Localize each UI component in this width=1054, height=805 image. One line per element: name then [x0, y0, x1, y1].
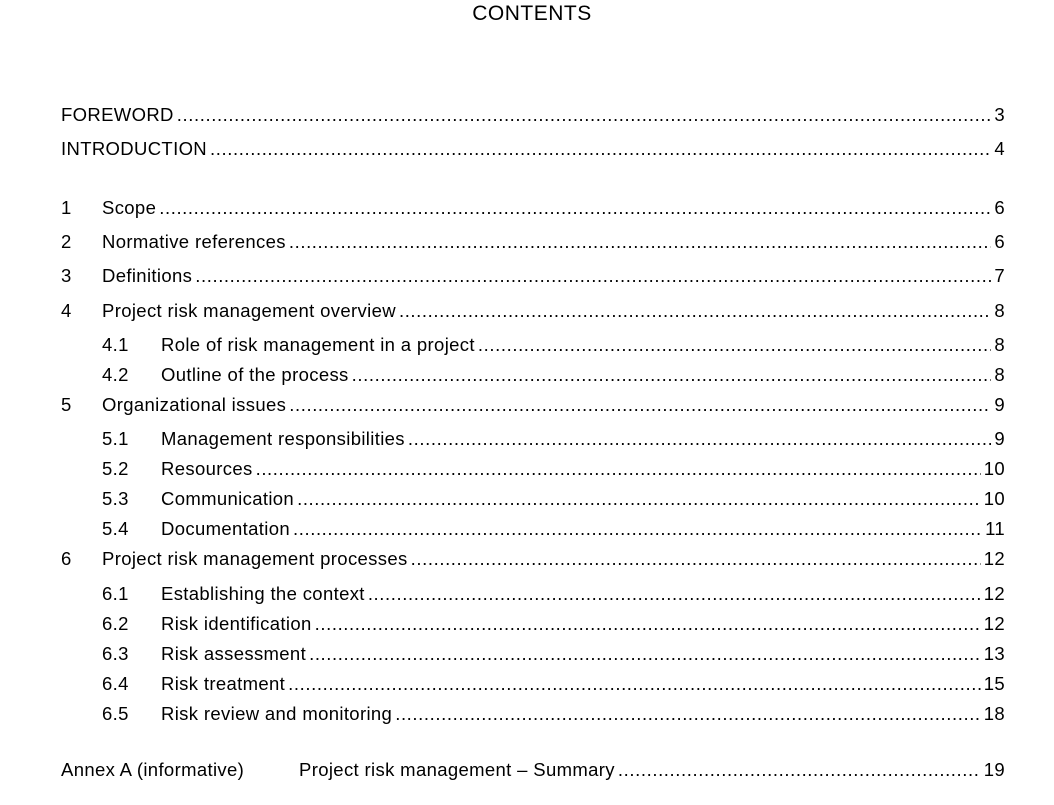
dot-leader [352, 364, 992, 386]
toc-entry-page: 8 [994, 300, 1005, 321]
toc-entry-number: 5.3 [102, 488, 129, 509]
dot-leader [309, 643, 981, 665]
toc-entry-number: 6.1 [102, 583, 129, 604]
dot-leader [256, 458, 981, 480]
toc-entry-page: 10 [983, 488, 1005, 509]
toc-entry-foreword[interactable] [61, 104, 1005, 126]
dot-leader [159, 197, 991, 219]
dot-leader [399, 300, 991, 322]
toc-entry-page: 9 [994, 428, 1005, 449]
toc-entry-number: 5 [61, 394, 72, 415]
dot-leader [195, 265, 991, 287]
toc-entry-page: 12 [983, 548, 1005, 569]
toc-entry-number: 4 [61, 300, 72, 321]
toc-entry-label: Outline of the process [161, 364, 349, 385]
toc-entry-page: 8 [994, 364, 1005, 385]
dot-leader [288, 673, 981, 695]
toc-entry-label: Project risk management overview [102, 300, 396, 321]
toc-entry-6-2[interactable] [61, 613, 1005, 635]
toc-entry-label: Project risk management – Summary [299, 759, 615, 780]
table-of-contents [61, 0, 1005, 805]
toc-entry-3[interactable] [61, 265, 1005, 287]
dot-leader [408, 428, 991, 450]
toc-entry-label: Risk assessment [161, 643, 307, 664]
toc-entry-label: FOREWORD [61, 104, 174, 125]
toc-entry-page: 13 [983, 643, 1005, 664]
toc-entry-number: 5.4 [102, 518, 129, 539]
toc-entry-page: 12 [983, 583, 1005, 604]
toc-entry-6-5[interactable] [61, 703, 1005, 725]
dot-leader [478, 334, 991, 356]
toc-entry-4-2[interactable] [61, 364, 1005, 386]
toc-entry-label: Normative references [102, 231, 286, 252]
toc-entry-annex-a[interactable] [61, 759, 1005, 781]
toc-entry-6[interactable] [61, 548, 1005, 570]
dot-leader [177, 104, 992, 126]
toc-entry-number: 4.2 [102, 364, 129, 385]
toc-entry-label: Definitions [102, 265, 193, 286]
toc-entry-5-4[interactable] [61, 518, 1005, 540]
toc-entry-number: 6.4 [102, 673, 129, 694]
toc-entry-page: 12 [983, 613, 1005, 634]
toc-entry-number: 1 [61, 197, 72, 218]
dot-leader [289, 394, 991, 416]
toc-entry-5-3[interactable] [61, 488, 1005, 510]
dot-leader [289, 231, 992, 253]
toc-entry-label: Establishing the context [161, 583, 365, 604]
toc-entry-page: 4 [994, 138, 1005, 159]
toc-entry-page: 19 [983, 759, 1005, 780]
toc-entry-page: 15 [983, 673, 1005, 694]
toc-entry-label: Communication [161, 488, 295, 509]
dot-leader [297, 488, 981, 510]
toc-entry-number: 3 [61, 265, 72, 286]
toc-entry-6-1[interactable] [61, 583, 1005, 605]
toc-entry-5-1[interactable] [61, 428, 1005, 450]
toc-entry-label: Resources [161, 458, 253, 479]
dot-leader [618, 759, 981, 781]
toc-entry-page: 3 [994, 104, 1005, 125]
toc-entry-number: 5.2 [102, 458, 129, 479]
toc-entry-number: 6.3 [102, 643, 129, 664]
toc-entry-label: Documentation [161, 518, 290, 539]
toc-entry-number: Annex A (informative) [61, 759, 245, 780]
toc-entry-page: 9 [994, 394, 1005, 415]
toc-entry-6-4[interactable] [61, 673, 1005, 695]
toc-entry-page: 7 [994, 265, 1005, 286]
toc-entry-4[interactable] [61, 300, 1005, 322]
toc-entry-5[interactable] [61, 394, 1005, 416]
toc-entry-introduction[interactable] [61, 138, 1005, 160]
toc-entry-number: 6.2 [102, 613, 129, 634]
toc-entry-1[interactable] [61, 197, 1005, 219]
dot-leader [210, 138, 991, 160]
toc-entry-page: 18 [983, 703, 1005, 724]
toc-entry-label: Risk identification [161, 613, 312, 634]
toc-entry-page: 10 [983, 458, 1005, 479]
toc-entry-number: 6.5 [102, 703, 129, 724]
dot-leader [293, 518, 982, 540]
toc-entry-page: 6 [994, 197, 1005, 218]
toc-entry-number: 5.1 [102, 428, 129, 449]
dot-leader [315, 613, 981, 635]
toc-entry-page: 11 [985, 518, 1005, 539]
toc-entry-number: 4.1 [102, 334, 129, 355]
toc-entry-label: Risk treatment [161, 673, 286, 694]
toc-entry-label: Project risk management processes [102, 548, 408, 569]
toc-entry-page: 8 [994, 334, 1005, 355]
toc-entry-page: 6 [994, 231, 1005, 252]
toc-entry-2[interactable] [61, 231, 1005, 253]
toc-entry-4-1[interactable] [61, 334, 1005, 356]
dot-leader [395, 703, 981, 725]
toc-entry-number: 6 [61, 548, 72, 569]
toc-entry-label: Management responsibilities [161, 428, 405, 449]
toc-entry-number: 2 [61, 231, 72, 252]
dot-leader [411, 548, 981, 570]
toc-entry-label: Role of risk management in a project [161, 334, 475, 355]
toc-entry-5-2[interactable] [61, 458, 1005, 480]
toc-entry-6-3[interactable] [61, 643, 1005, 665]
toc-entry-label: Risk review and monitoring [161, 703, 393, 724]
toc-entry-label: Scope [102, 197, 157, 218]
dot-leader [368, 583, 981, 605]
toc-entry-label: INTRODUCTION [61, 138, 208, 159]
toc-entry-label: Organizational issues [102, 394, 287, 415]
page-title: CONTENTS [472, 2, 592, 25]
